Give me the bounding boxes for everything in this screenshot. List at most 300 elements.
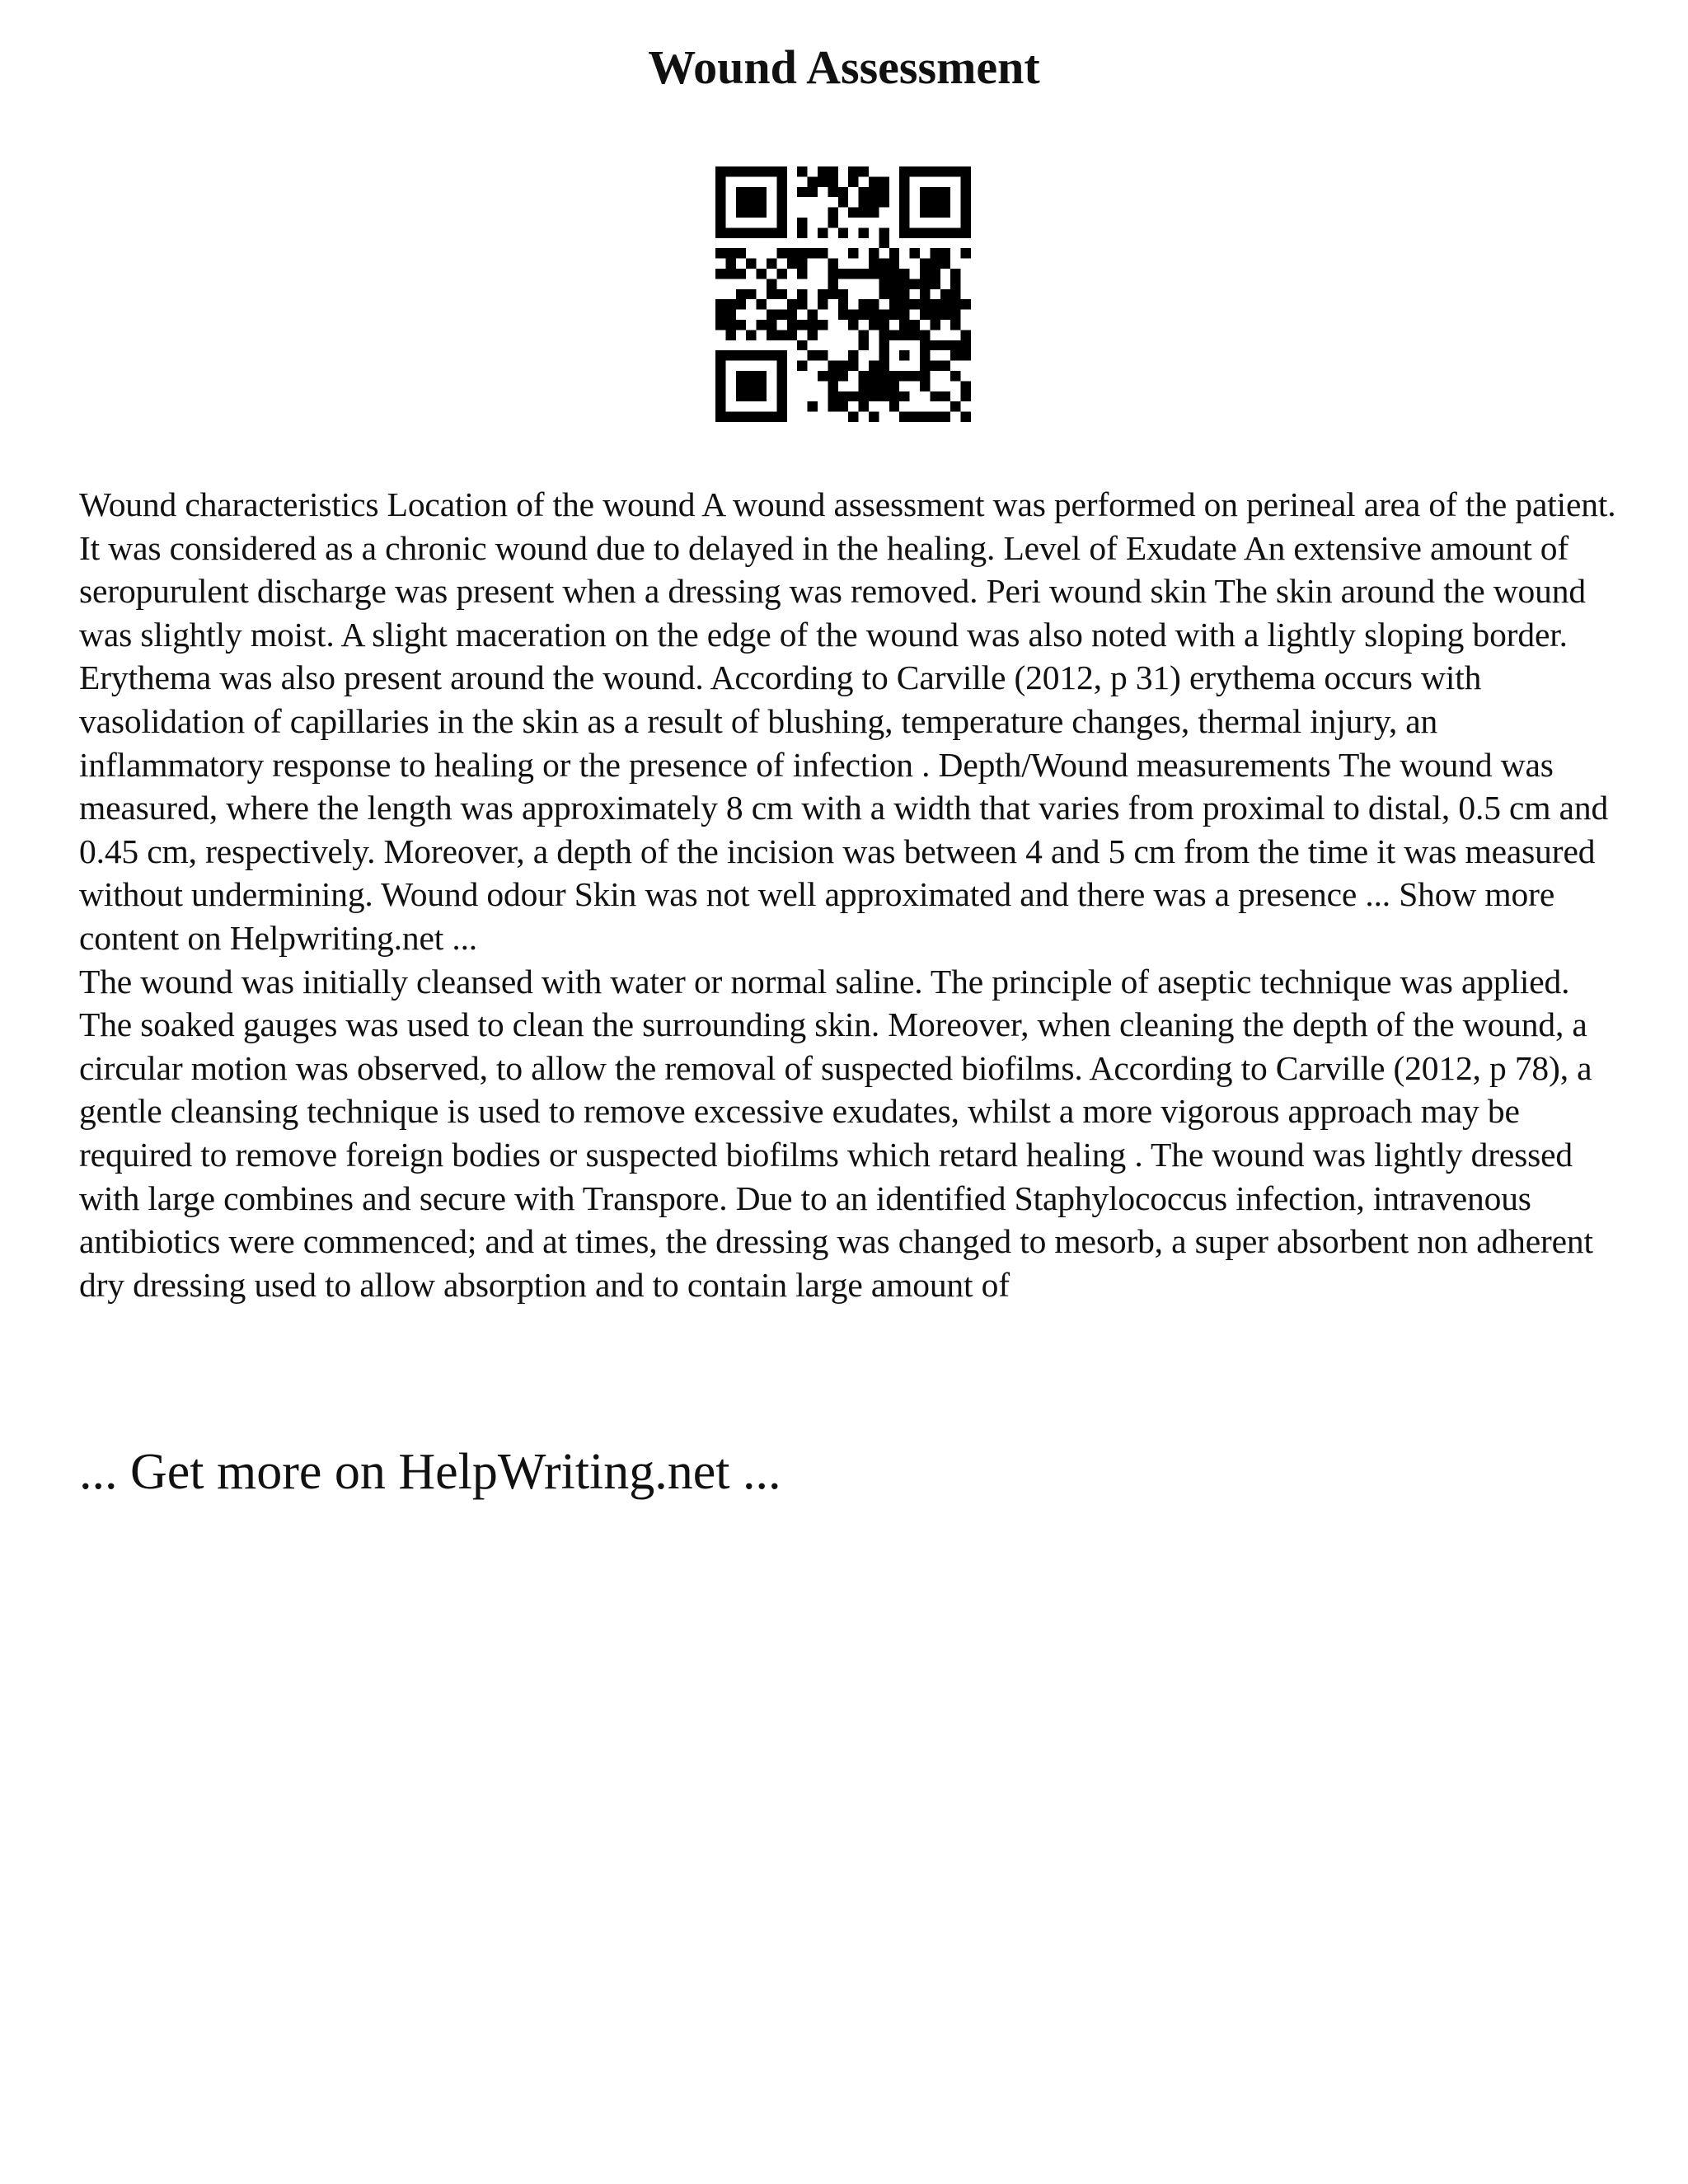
qr-module xyxy=(757,269,767,279)
qr-module xyxy=(838,197,848,207)
qr-module xyxy=(889,269,899,279)
qr-module xyxy=(757,208,767,218)
qr-module xyxy=(828,361,837,371)
qr-module xyxy=(776,187,786,197)
qr-module xyxy=(715,412,725,422)
document-body xyxy=(79,483,1629,1306)
qr-module xyxy=(930,259,940,269)
qr-module xyxy=(776,350,786,360)
qr-module xyxy=(725,299,735,309)
qr-module xyxy=(828,259,837,269)
qr-module xyxy=(859,391,869,401)
qr-module xyxy=(950,279,960,288)
qr-module xyxy=(920,269,930,279)
qr-module xyxy=(879,330,889,340)
qr-module xyxy=(776,176,786,186)
qr-module xyxy=(869,361,879,371)
qr-module xyxy=(920,197,930,207)
qr-module xyxy=(899,218,909,227)
qr-module xyxy=(767,412,776,422)
qr-module xyxy=(889,310,899,320)
qr-module xyxy=(950,320,960,330)
get-more-link[interactable]: ... Get more on HelpWriting.net ... xyxy=(79,1444,781,1500)
qr-module xyxy=(879,289,889,299)
qr-module xyxy=(920,412,930,422)
qr-module xyxy=(776,401,786,411)
qr-module xyxy=(961,330,971,340)
qr-module xyxy=(725,310,735,320)
qr-module xyxy=(797,227,807,237)
qr-module xyxy=(725,412,735,422)
qr-module xyxy=(950,310,960,320)
qr-module xyxy=(920,187,930,197)
qr-module xyxy=(930,412,940,422)
qr-module xyxy=(920,279,930,288)
qr-module xyxy=(899,187,909,197)
qr-module xyxy=(899,208,909,218)
qr-module xyxy=(848,166,858,176)
qr-module xyxy=(776,197,786,207)
qr-module xyxy=(930,299,940,309)
qr-module xyxy=(920,259,930,269)
qr-module xyxy=(879,310,889,320)
qr-module xyxy=(757,166,767,176)
qr-module xyxy=(787,248,797,258)
qr-module xyxy=(838,299,848,309)
qr-module xyxy=(808,401,818,411)
qr-module xyxy=(797,187,807,197)
qr-module xyxy=(838,310,848,320)
qr-module xyxy=(920,289,930,299)
qr-module xyxy=(869,269,879,279)
qr-module xyxy=(746,289,756,299)
qr-module xyxy=(899,310,909,320)
qr-module xyxy=(828,176,837,186)
qr-module xyxy=(776,208,786,218)
qr-module xyxy=(889,381,899,391)
qr-module xyxy=(950,269,960,279)
qr-module xyxy=(889,371,899,381)
qr-module xyxy=(899,350,909,360)
qr-module xyxy=(715,208,725,218)
qr-module xyxy=(797,248,807,258)
qr-module xyxy=(859,166,869,176)
qr-module xyxy=(859,310,869,320)
qr-module xyxy=(838,391,848,401)
qr-module xyxy=(920,208,930,218)
qr-module xyxy=(940,340,950,350)
qr-module xyxy=(930,340,940,350)
qr-module xyxy=(869,381,879,391)
qr-module xyxy=(961,176,971,186)
qr-module xyxy=(899,197,909,207)
qr-module xyxy=(940,197,950,207)
qr-module xyxy=(746,381,756,391)
qr-module xyxy=(879,320,889,330)
qr-module xyxy=(808,320,818,330)
qr-module xyxy=(797,289,807,299)
qr-module xyxy=(715,361,725,371)
qr-module xyxy=(746,166,756,176)
qr-module xyxy=(776,218,786,227)
qr-module xyxy=(859,371,869,381)
qr-module xyxy=(736,350,746,360)
qr-module xyxy=(950,227,960,237)
qr-module xyxy=(787,310,797,320)
qr-module xyxy=(869,371,879,381)
qr-module xyxy=(899,269,909,279)
qr-module xyxy=(940,208,950,218)
qr-module xyxy=(715,218,725,227)
qr-module xyxy=(859,197,869,207)
qr-module xyxy=(920,371,930,381)
qr-module xyxy=(767,227,776,237)
qr-module xyxy=(725,166,735,176)
qr-module xyxy=(757,391,767,401)
qr-module xyxy=(930,187,940,197)
qr-module xyxy=(736,227,746,237)
qr-module xyxy=(797,269,807,279)
qr-module xyxy=(715,176,725,186)
qr-module xyxy=(889,299,899,309)
qr-module xyxy=(940,187,950,197)
qr-module xyxy=(859,187,869,197)
qr-module xyxy=(899,289,909,299)
qr-module xyxy=(899,320,909,330)
qr-module xyxy=(818,166,828,176)
qr-module xyxy=(961,391,971,401)
qr-module xyxy=(818,227,828,237)
qr-module xyxy=(930,269,940,279)
qr-module xyxy=(736,269,746,279)
qr-module xyxy=(869,299,879,309)
qr-module xyxy=(961,218,971,227)
qr-module xyxy=(950,340,960,350)
qr-module xyxy=(961,248,971,258)
qr-module xyxy=(879,350,889,360)
qr-module xyxy=(961,208,971,218)
qr-module xyxy=(940,289,950,299)
qr-module xyxy=(818,350,828,360)
qr-module xyxy=(910,248,920,258)
qr-module xyxy=(797,166,807,176)
qr-module xyxy=(961,187,971,197)
qr-module xyxy=(848,176,858,186)
qr-module xyxy=(828,391,837,401)
qr-module xyxy=(869,248,879,258)
qr-module xyxy=(715,187,725,197)
qr-module xyxy=(828,208,837,218)
qr-module xyxy=(746,330,756,340)
qr-module xyxy=(715,197,725,207)
qr-module xyxy=(930,320,940,330)
qr-module xyxy=(848,320,858,330)
qr-module xyxy=(879,227,889,237)
qr-module xyxy=(757,299,767,309)
qr-module xyxy=(776,289,786,299)
qr-module xyxy=(757,227,767,237)
qr-module xyxy=(838,289,848,299)
qr-module xyxy=(715,401,725,411)
qr-module xyxy=(920,166,930,176)
qr-module xyxy=(767,289,776,299)
qr-module xyxy=(808,330,818,340)
qr-module xyxy=(808,350,818,360)
qr-module xyxy=(899,391,909,401)
qr-module xyxy=(715,269,725,279)
qr-module xyxy=(910,166,920,176)
qr-module xyxy=(879,176,889,186)
qr-module xyxy=(746,197,756,207)
qr-module xyxy=(736,412,746,422)
qr-module xyxy=(910,330,920,340)
qr-module xyxy=(879,381,889,391)
qr-module xyxy=(828,401,837,411)
qr-module xyxy=(879,279,889,288)
qr-module xyxy=(736,197,746,207)
qr-module xyxy=(776,391,786,401)
qr-module xyxy=(869,391,879,401)
qr-module xyxy=(838,361,848,371)
qr-module xyxy=(961,166,971,176)
qr-module xyxy=(940,259,950,269)
qr-module xyxy=(838,227,848,237)
qr-module xyxy=(736,289,746,299)
qr-module xyxy=(899,330,909,340)
qr-module xyxy=(950,289,960,299)
qr-module xyxy=(757,371,767,381)
qr-module xyxy=(961,412,971,422)
qr-module xyxy=(787,259,797,269)
qr-module xyxy=(776,227,786,237)
qr-module xyxy=(889,248,899,258)
qr-module xyxy=(787,320,797,330)
qr-module xyxy=(746,391,756,401)
qr-module xyxy=(869,208,879,218)
qr-module xyxy=(869,310,879,320)
qr-module xyxy=(776,381,786,391)
qr-code-graphic xyxy=(715,166,971,422)
qr-module xyxy=(899,412,909,422)
qr-module xyxy=(940,248,950,258)
qr-module xyxy=(757,412,767,422)
qr-module xyxy=(848,310,858,320)
qr-module xyxy=(848,248,858,258)
qr-module xyxy=(899,279,909,288)
qr-module xyxy=(736,208,746,218)
qr-module xyxy=(828,279,837,288)
qr-module xyxy=(879,197,889,207)
qr-module xyxy=(797,259,807,269)
qr-module xyxy=(859,227,869,237)
qr-module xyxy=(869,412,879,422)
qr-module xyxy=(776,310,786,320)
qr-module xyxy=(869,176,879,186)
qr-module xyxy=(879,187,889,197)
qr-module xyxy=(920,361,930,371)
qr-module xyxy=(828,381,837,391)
qr-module xyxy=(879,259,889,269)
qr-module xyxy=(838,371,848,381)
qr-module xyxy=(828,269,837,279)
qr-module xyxy=(838,269,848,279)
qr-module xyxy=(746,350,756,360)
qr-module xyxy=(715,391,725,401)
qr-module xyxy=(767,310,776,320)
qr-module xyxy=(961,227,971,237)
qr-module xyxy=(961,197,971,207)
qr-module xyxy=(808,176,818,186)
qr-module xyxy=(736,320,746,330)
qr-module xyxy=(889,289,899,299)
qr-module xyxy=(808,248,818,258)
qr-module xyxy=(930,166,940,176)
qr-module xyxy=(920,340,930,350)
qr-module xyxy=(757,197,767,207)
qr-module xyxy=(828,166,837,176)
qr-module xyxy=(940,227,950,237)
qr-module xyxy=(725,269,735,279)
qr-module xyxy=(910,279,920,288)
qr-module xyxy=(767,279,776,288)
qr-module xyxy=(879,340,889,350)
qr-module xyxy=(848,412,858,422)
qr-module xyxy=(961,299,971,309)
qr-module xyxy=(859,208,869,218)
qr-module xyxy=(715,227,725,237)
qr-module xyxy=(776,269,786,279)
qr-module xyxy=(746,371,756,381)
qr-module xyxy=(818,320,828,330)
qr-module xyxy=(808,310,818,320)
qr-module xyxy=(797,299,807,309)
qr-module xyxy=(859,269,869,279)
qr-module xyxy=(797,218,807,227)
qr-module xyxy=(736,248,746,258)
qr-module xyxy=(920,299,930,309)
qr-module xyxy=(776,371,786,381)
qr-module xyxy=(879,391,889,401)
qr-module xyxy=(715,166,725,176)
qr-module xyxy=(715,248,725,258)
qr-module xyxy=(920,310,930,320)
qr-module xyxy=(859,340,869,350)
qr-module xyxy=(767,259,776,269)
paragraph-wound-characteristics: Wound characteristics Location of the wound A wound assessment was performed on perineal area of the patient. It was considered as a chronic wound due to delayed in the healing. Level of Exudate An extensive amount of seropurulent discharge was present when a dressing was removed. Peri wound skin The skin around the wound was slightly moist. A slight maceration on the edge of the wound was also noted with a lightly sloping border. Erythema was also present around the wound. According to Carville (2012, p 31) erythema occurs with vasolidation of capillaries in the skin as a result of blushing, temperature changes, thermal injury, an inflammatory response to healing or the presence of infection . Depth/Wound measurements The wound was measured, where the length was approximately 8 cm with a width that varies from proximal to distal, 0.5 cm and 0.45 cm, respectively. Moreover, a depth of the incision was between 4 and 5 cm from the time it was measured without undermining. Wound odour Skin was not well approximated and there was a presence ... Show more content on Helpwriting.net ... xyxy=(79,485,1616,957)
qr-module xyxy=(808,187,818,197)
qr-module xyxy=(746,208,756,218)
qr-module xyxy=(899,166,909,176)
qr-module xyxy=(930,279,940,288)
qr-module xyxy=(848,391,858,401)
qr-module xyxy=(797,340,807,350)
qr-module xyxy=(818,248,828,258)
qr-module xyxy=(725,320,735,330)
page-title: Wound Assessment xyxy=(648,40,1040,94)
qr-module xyxy=(776,248,786,258)
qr-module xyxy=(940,391,950,401)
qr-module xyxy=(869,187,879,197)
qr-module xyxy=(736,299,746,309)
qr-module xyxy=(869,320,879,330)
qr-module xyxy=(940,361,950,371)
qr-module xyxy=(725,227,735,237)
qr-module xyxy=(950,401,960,411)
qr-module xyxy=(879,361,889,371)
qr-module xyxy=(828,289,837,299)
qr-module xyxy=(818,299,828,309)
qr-module xyxy=(899,299,909,309)
qr-module xyxy=(725,259,735,269)
qr-module xyxy=(950,371,960,381)
qr-module xyxy=(910,371,920,381)
qr-module xyxy=(736,391,746,401)
qr-module xyxy=(930,391,940,401)
qr-module xyxy=(797,361,807,371)
qr-module xyxy=(725,330,735,340)
qr-module xyxy=(736,381,746,391)
qr-module xyxy=(848,269,858,279)
paragraph-wound-cleansing: The wound was initially cleansed with water or normal saline. The principle of aseptic technique was applied. The soaked gauges was used to clean the surrounding skin. Moreover, when cleaning the depth of the wound, a circular motion was observed, to allow the removal of suspected biofilms. According to Carville (2012, p 78), a gentle cleansing technique is used to remove excessive exudates, whilst a more vigorous approach may be required to remove foreign bodies or suspected biofilms which retard healing . The wound was lightly dressed with large combines and secure with Transpore. Due to an identified Staphylococcus infection, intravenous antibiotics were commenced; and at times, the dressing was changed to mesorb, a super absorbent non adherent dry dressing used to allow absorption and to contain large amount of xyxy=(79,962,1593,1304)
qr-module xyxy=(736,187,746,197)
qr-module xyxy=(757,381,767,391)
qr-module xyxy=(869,197,879,207)
qr-module xyxy=(961,381,971,391)
qr-module xyxy=(818,176,828,186)
qr-module xyxy=(715,310,725,320)
qr-module xyxy=(725,248,735,258)
qr-module xyxy=(879,371,889,381)
qr-module xyxy=(715,381,725,391)
qr-module xyxy=(889,330,899,340)
qr-module xyxy=(848,361,858,371)
qr-module xyxy=(869,259,879,269)
qr-module xyxy=(899,371,909,381)
qr-module xyxy=(715,350,725,360)
qr-module xyxy=(899,176,909,186)
qr-module xyxy=(767,320,776,330)
qr-module xyxy=(797,320,807,330)
qr-module xyxy=(767,166,776,176)
qr-module xyxy=(767,330,776,340)
qr-module xyxy=(859,299,869,309)
qr-module xyxy=(828,218,837,227)
qr-module xyxy=(930,248,940,258)
qr-module xyxy=(920,227,930,237)
qr-module xyxy=(776,361,786,371)
qr-module xyxy=(767,350,776,360)
qr-module xyxy=(950,299,960,309)
qr-module xyxy=(889,401,899,411)
qr-module xyxy=(930,310,940,320)
qr-module xyxy=(746,187,756,197)
qr-module xyxy=(879,238,889,248)
qr-module xyxy=(746,259,756,269)
qr-module xyxy=(889,259,899,269)
qr-code-icon[interactable] xyxy=(715,166,971,422)
qr-module xyxy=(746,412,756,422)
qr-module xyxy=(961,340,971,350)
qr-module xyxy=(828,371,837,381)
qr-module xyxy=(776,330,786,340)
qr-module xyxy=(746,227,756,237)
qr-module xyxy=(715,299,725,309)
qr-module xyxy=(757,187,767,197)
qr-module xyxy=(889,279,899,288)
qr-module xyxy=(725,350,735,360)
qr-module xyxy=(961,350,971,360)
qr-module xyxy=(787,330,797,340)
